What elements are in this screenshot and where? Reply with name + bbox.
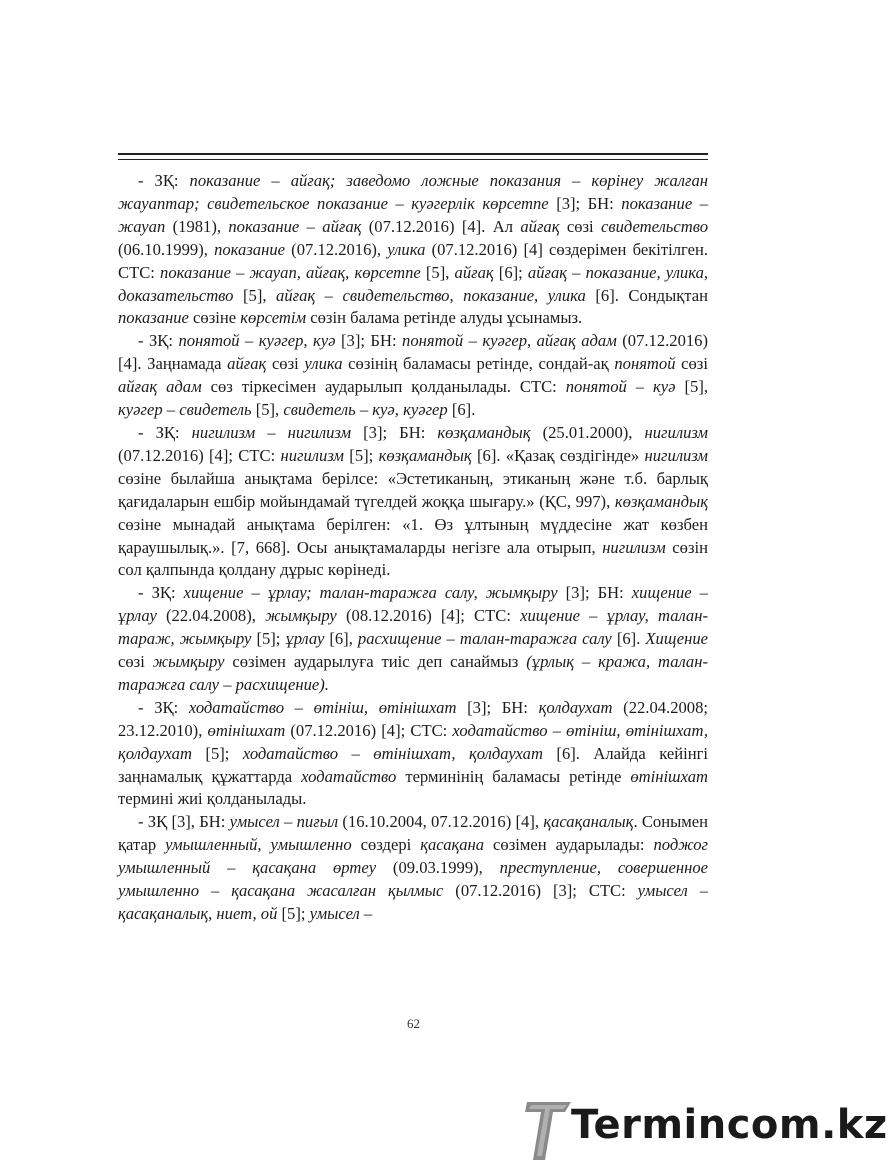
- italic-term: Хищение: [645, 629, 709, 649]
- text-run: (16.10.2004, 07.12.2016) [4],: [338, 812, 544, 832]
- text-run: (07.12.2016) [4]. Заңнамада: [118, 331, 708, 374]
- text-run: сөзімен аударылады:: [484, 835, 654, 855]
- italic-term: айғақ: [520, 216, 560, 236]
- italic-term: улика: [304, 354, 343, 374]
- text-run: (07.12.2016) [4]. Ал: [361, 216, 521, 236]
- italic-term: ұрлау: [285, 629, 325, 649]
- text-run: [3]; БН:: [548, 193, 622, 213]
- text-run: сөзімен аударылуға тиіс деп санаймыз: [224, 652, 527, 672]
- italic-term: нигилизм: [280, 445, 344, 465]
- italic-term: показание: [118, 308, 189, 328]
- italic-term: показание – жауап: [118, 193, 709, 236]
- italic-term: свидетель – куә, куәгер: [283, 400, 448, 420]
- italic-term: айғақ – свидетельство, показание, улика: [276, 285, 586, 305]
- italic-term: показание – айғақ; заведомо ложные показания – көрінеу жалған жауаптар; свидетельское показание – куәгерлік көрсетпе: [118, 171, 708, 213]
- italic-term: айғақ адам: [118, 377, 202, 397]
- italic-term: показание – айғақ: [228, 216, 362, 236]
- italic-term: көзқамандық: [614, 491, 708, 511]
- text-run: сөзін балама ретінде алуды ұсынамыз.: [306, 308, 583, 328]
- logo-t-icon: [525, 1096, 573, 1164]
- text-run: сөзі: [675, 354, 708, 374]
- paragraph: [118, 170, 708, 330]
- italic-term: ходатайство – өтініш, өтінішхат: [188, 697, 457, 717]
- italic-term: көрсетім: [240, 308, 307, 328]
- text-run: [5],: [675, 377, 708, 397]
- italic-term: ходатайство – өтініш, өтінішхат, қолдаухат: [118, 720, 708, 763]
- italic-term: поджог умышленный – қасақана өртеу: [118, 835, 709, 878]
- text-run: [6].: [447, 400, 476, 420]
- paragraph: [118, 697, 708, 812]
- italic-term: өтінішхат: [207, 720, 286, 740]
- text-run: сөзіне: [188, 308, 241, 328]
- text-run: [6]. Алайда кейінгі заңнамалық құжаттарда: [118, 743, 709, 786]
- text-run: (1981),: [165, 216, 229, 236]
- text-run: сөзі: [118, 652, 153, 672]
- text-run: термині жиі қолданылады.: [118, 789, 307, 809]
- italic-term: жымқыру: [152, 652, 225, 672]
- header-rule-thin: [118, 159, 708, 160]
- paragraph: [118, 811, 708, 926]
- text-run: [5],: [251, 400, 284, 420]
- text-run: (08.12.2016) [4]; СТС:: [336, 606, 521, 626]
- text-run: [5],: [420, 262, 455, 282]
- italic-term: понятой – куәгер, куә: [178, 331, 336, 351]
- text-run: - ЗҚ:: [138, 583, 184, 603]
- text-run: [5];: [191, 743, 243, 763]
- italic-term: преступление, совершенное умышленно – қасақана жасалған қылмыс: [118, 858, 708, 901]
- italic-term: умысел – пиғыл: [229, 812, 339, 832]
- italic-term: ходатайство: [301, 766, 397, 786]
- text-run: сөзіне мынадай анықтама берілген: «1. Өз ұлтының мүддесіне жат көзбен қараушылық.». [7, 668]. Осы анықтамаларды негізге ала отырып,: [118, 514, 708, 557]
- text-run: (25.01.2000),: [530, 422, 645, 442]
- italic-term: понятой: [614, 354, 676, 374]
- italic-term: нигилизм: [644, 445, 708, 465]
- italic-term: показание – жауап, айғақ, көрсетпе: [160, 262, 421, 282]
- italic-term: ходатайство – өтінішхат, қолдаухат: [242, 743, 543, 763]
- text-run: сөздері: [351, 835, 421, 855]
- text-run: [3]; БН:: [335, 331, 403, 351]
- text-run: - ЗҚ [3], БН:: [138, 812, 230, 832]
- text-run: - ЗҚ:: [138, 697, 189, 717]
- page-number: 62: [407, 1016, 420, 1031]
- italic-term: жымқыру: [265, 606, 337, 626]
- italic-term: қолдаухат: [538, 697, 613, 717]
- text-run: сөз тіркесімен аударылып қолданылады. СТС:: [201, 377, 566, 397]
- text-run: [6].: [611, 629, 646, 649]
- italic-term: қасақана: [420, 835, 485, 855]
- text-run: [3]; БН:: [456, 697, 539, 717]
- body-text: [118, 170, 708, 926]
- italic-term: улика: [387, 239, 426, 259]
- italic-term: айғақ: [454, 262, 494, 282]
- text-run: терминінің баламасы ретінде: [396, 766, 631, 786]
- text-run: (07.12.2016) [4]; СТС:: [285, 720, 453, 740]
- italic-term: көзқамандық: [378, 445, 472, 465]
- italic-term: айғақ – показание, улика, доказательство: [118, 262, 709, 305]
- text-run: - ЗҚ:: [138, 171, 190, 190]
- text-run: (07.12.2016) [3]; СТС:: [443, 881, 638, 901]
- italic-term: көзқамандық: [437, 422, 531, 442]
- text-run: сөзін сол қалпында қолдану дұрыс көрінеді.: [118, 537, 708, 580]
- text-run: [6],: [324, 629, 358, 649]
- italic-term: умысел –: [309, 904, 373, 923]
- text-run: сөзіне былайша анықтама берілсе: «Эстетиканың, этиканың және т.б. барлық қағидаларын ешбір мойындамай түгелдей жоққа шығару.» (ҚС, 997),: [118, 468, 708, 511]
- logo-text: Termincom.kz: [571, 1102, 888, 1148]
- text-run: (22.04.2008; 23.12.2010),: [118, 697, 708, 740]
- text-run: - ЗҚ:: [138, 422, 192, 442]
- text-run: (06.10.1999),: [118, 239, 215, 259]
- text-run: сөзінің баламасы ретінде, сондай-ақ: [342, 354, 615, 374]
- text-run: [6];: [493, 262, 528, 282]
- italic-term: нигилизм: [644, 422, 709, 442]
- italic-term: понятой – куәгер, айғақ адам: [402, 331, 617, 351]
- text-run: . Сонымен қатар: [118, 812, 709, 855]
- text-run: [5];: [343, 445, 379, 465]
- text-run: (07.12.2016) [4] сөздерімен бекітілген. СТС:: [118, 239, 709, 282]
- italic-term: өтінішхат: [630, 766, 709, 786]
- text-run: сөзі: [266, 354, 305, 374]
- paragraph: [118, 422, 708, 582]
- italic-term: хищение – ұрлау, талан-тараж, жымқыру: [118, 606, 708, 649]
- italic-term: умышленный, умышленно: [165, 835, 352, 855]
- text-run: [5],: [233, 285, 277, 305]
- header-rule-thick: [118, 153, 708, 155]
- text-run: (07.12.2016),: [284, 239, 388, 259]
- text-run: (09.03.1999),: [376, 858, 500, 878]
- italic-term: хищение – ұрлау: [118, 583, 708, 626]
- italic-term: понятой – куә: [565, 377, 676, 397]
- text-run: [3]; БН:: [557, 583, 632, 603]
- text-run: [5];: [277, 904, 310, 923]
- italic-term: айғақ: [227, 354, 267, 374]
- italic-term: қасақаналық: [543, 812, 634, 832]
- termincom-logo[interactable]: [525, 1096, 888, 1166]
- text-run: - ЗҚ:: [138, 331, 179, 351]
- text-run: [5];: [251, 629, 286, 649]
- italic-term: умысел – қасақаналық, ниет, ой: [118, 881, 708, 923]
- italic-term: нигилизм – нигилизм: [191, 422, 352, 442]
- italic-term: расхищение – талан-таражға салу: [357, 629, 612, 649]
- italic-term: хищение – ұрлау; талан-таражға салу, жымқыру: [183, 583, 558, 603]
- text-run: [6]. Сондықтан: [585, 285, 708, 305]
- text-run: (22.04.2008),: [156, 606, 266, 626]
- italic-term: показание: [214, 239, 285, 259]
- italic-term: свидетельство: [601, 216, 708, 236]
- text-run: сөзі: [559, 216, 602, 236]
- text-run: [3]; БН:: [351, 422, 438, 442]
- text-run: (07.12.2016) [4]; СТС:: [118, 445, 281, 465]
- italic-term: нигилизм: [602, 537, 666, 557]
- paragraph: [118, 582, 708, 697]
- italic-term: (ұрлық – кража, талан-таражға салу – расхищение).: [118, 652, 708, 694]
- paragraph: [118, 330, 708, 422]
- italic-term: куәгер – свидетель: [118, 400, 252, 420]
- text-run: [6]. «Қазақ сөздігінде»: [471, 445, 645, 465]
